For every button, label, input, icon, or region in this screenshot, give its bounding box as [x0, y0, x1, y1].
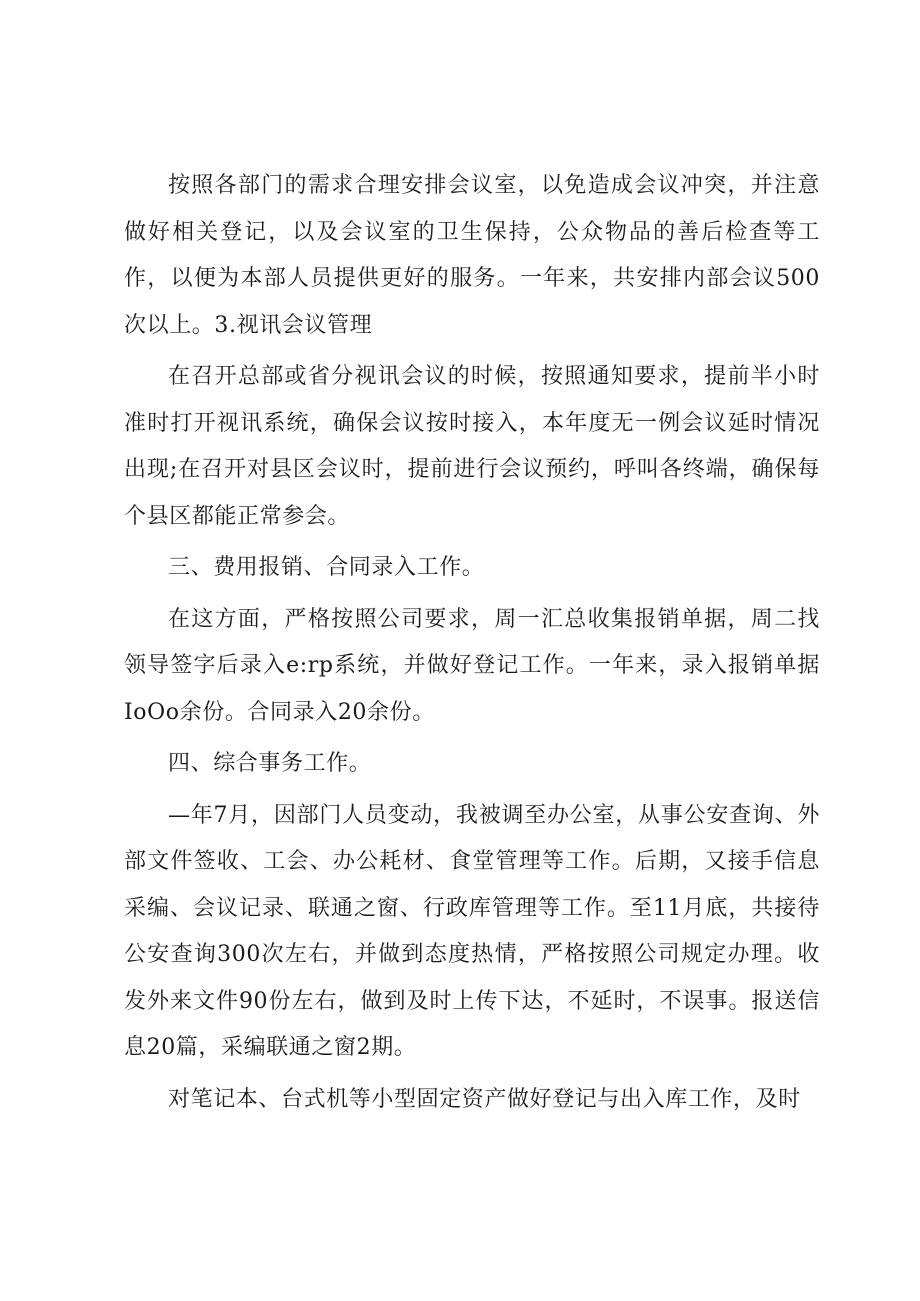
paragraph-meeting-room: 按照各部门的需求合理安排会议室，以免造成会议冲突，并注意做好相关登记，以及会议室的卫生保持，公众物品的善后检查等工作，以便为本部人员提供更好的服务。一年来，共安排内部会议500次以上。3.视讯会议管理	[124, 173, 820, 338]
paragraph-fixed-assets: 对笔记本、台式机等小型固定资产做好登记与出入库工作，及时	[168, 1086, 801, 1112]
paragraph-video-conference: 在召开总部或省分视讯会议的时候，按照通知要求，提前半小时准时打开视讯系统，确保会议按时接入，本年度无一例会议延时情况出现;在召开对县区会议时，提前进行会议预约，呼叫各终端，确保每个县区都能正常参会。	[124, 364, 820, 529]
paragraph-general-affairs: —年7月，因部门人员变动，我被调至办公室，从事公安查询、外部文件签收、工会、办公耗材、食堂管理等工作。后期，又接手信息采编、会议记录、联通之窗、行政库管理等工作。至11月底，共接待公安查询300次左右，并做到态度热情，严格按照公司规定办理。收发外来文件90份左右，做到及时上传下达，不延时，不误事。报送信息20篇，采编联通之窗2期。	[124, 802, 820, 1060]
section-heading-expenses: 三、费用报销、合同录入工作。	[168, 555, 485, 580]
paragraph-expenses: 在这方面，严格按照公司要求，周一汇总收集报销单据，周二找领导签字后录入e:rp系统，并做好登记工作。一年来，录入报销单据IoOo余份。合同录入20余份。	[124, 606, 820, 725]
section-heading-general-affairs: 四、综合事务工作。	[168, 751, 372, 776]
document-body	[124, 163, 820, 1128]
